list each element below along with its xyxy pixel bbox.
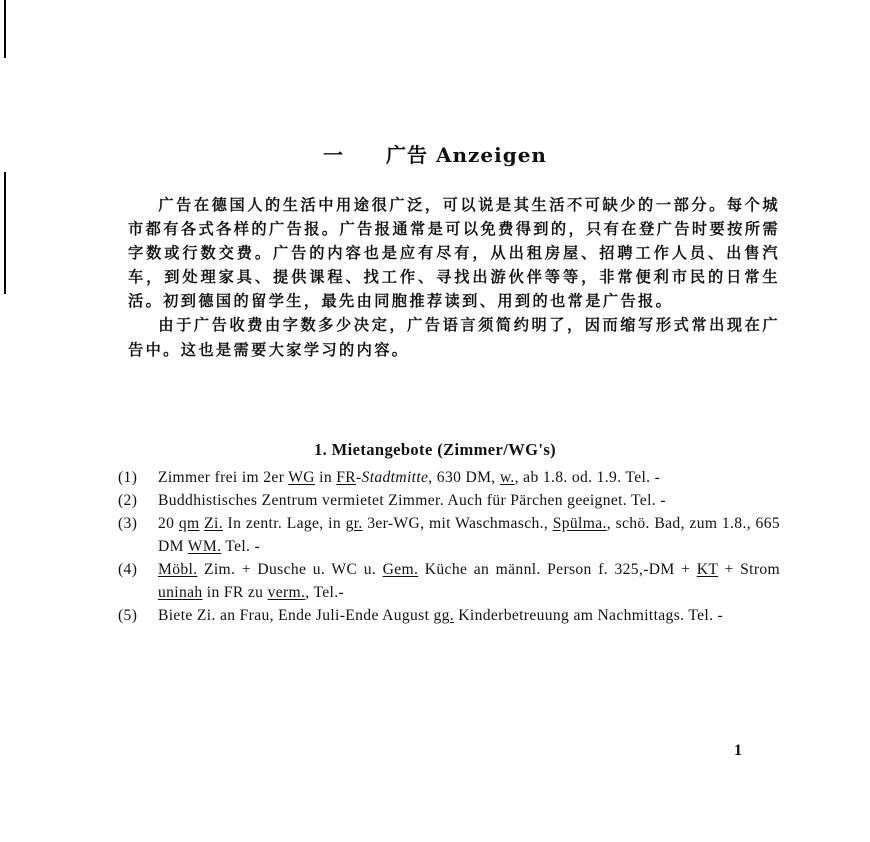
ad-text-run: , schö. Bad, zum 1.8., 665 DM <box>158 515 780 555</box>
ad-text-run: + Strom <box>717 561 781 578</box>
abbreviation: w. <box>499 469 515 486</box>
abbreviation: uninah <box>158 584 203 601</box>
ad-list <box>118 466 780 627</box>
ad-text-run: in <box>314 469 337 486</box>
ad-text-run: , Tel.- <box>305 584 345 601</box>
ad-number: (2) <box>118 492 138 509</box>
ad-text <box>158 558 780 604</box>
abbreviation: Spülma. <box>552 515 607 532</box>
section-title: 1. Mietangebote (Zimmer/WG's) <box>313 439 557 459</box>
ad-number: (3) <box>118 515 138 532</box>
ad-text-run: -Stadtmitte <box>356 469 429 486</box>
ad-item <box>118 558 780 604</box>
ad-text <box>158 489 780 512</box>
ad-item <box>118 512 780 558</box>
abbreviation: Gem. <box>382 561 419 578</box>
ad-text <box>158 604 780 627</box>
ad-text-run: Küche an männl. Person f. 325,-DM + <box>418 561 697 578</box>
ad-item <box>118 604 780 627</box>
abbreviation: Zi. <box>204 515 223 532</box>
ad-text-run: 20 <box>158 515 179 532</box>
ad-text <box>158 512 780 558</box>
ad-text-run: In zentr. Lage, in <box>222 515 346 532</box>
abbreviation: gg. <box>433 607 455 624</box>
page-number: 1 <box>734 742 742 759</box>
abbreviation: gr. <box>345 515 363 532</box>
ad-text-run: 3er-WG, mit Waschmasch., <box>362 515 553 532</box>
abbreviation: FR <box>336 469 357 486</box>
ad-text-run: Zimmer frei im 2er <box>158 469 289 486</box>
abbreviation: WM. <box>187 538 222 555</box>
scan-margin-line <box>4 172 6 294</box>
abbreviation: KT <box>696 561 718 578</box>
abbreviation: Möbl. <box>158 561 198 578</box>
ad-text-run: in FR zu <box>202 584 268 601</box>
intro-paragraph: 由于广告收费由字数多少决定，广告语言须简约明了，因而缩写形式常出现在广告中。这也是需要大家学习的内容。 <box>128 316 780 359</box>
ad-number: (1) <box>118 469 138 486</box>
chapter-title-de: Anzeigen <box>435 143 547 168</box>
ad-text-run: , ab 1.8. od. 1.9. Tel. - <box>514 469 661 486</box>
ad-text-run: Kinderbetreuung am Nachmittags. Tel. - <box>454 607 724 624</box>
ad-item <box>118 489 780 512</box>
intro-text <box>128 193 780 362</box>
chapter-number: 一 <box>323 143 345 168</box>
abbreviation: qm <box>178 515 200 532</box>
ad-text-run: Buddhistisches Zentrum vermietet Zimmer. Auch für Pärchen geeignet. Tel. - <box>158 492 666 509</box>
ad-number: (4) <box>118 561 138 578</box>
intro-paragraph: 广告在德国人的生活中用途很广泛，可以说是其生活不可缺少的一部分。每个城市都有各式各样的广告报。广告报通常是可以免费得到的，只有在登广告时要按所需字数或行数交费。广告的内容也是应有尽有，从出租房屋、招聘工作人员、出售汽车，到处理家具、提供课程、找工作、寻找出游伙伴等等，非常便利市民的日常生活。初到德国的留学生，最先由同胞推荐读到、用到的也常是广告报。 <box>128 196 780 311</box>
ad-number: (5) <box>118 607 138 624</box>
chapter-title-zh: 广告 <box>386 143 429 168</box>
ad-text-run: Tel. - <box>221 538 261 555</box>
abbreviation: verm. <box>267 584 306 601</box>
ad-item <box>118 466 780 489</box>
chapter-title <box>0 139 870 168</box>
ad-text-run: , 630 DM, <box>428 469 500 486</box>
scan-margin-line <box>4 0 6 58</box>
abbreviation: WG <box>288 469 315 486</box>
ad-text-run: Biete Zi. an Frau, Ende Juli-Ende August <box>158 607 434 624</box>
ad-text <box>158 466 780 489</box>
ad-text-run: Zim. + Dusche u. WC u. <box>197 561 383 578</box>
